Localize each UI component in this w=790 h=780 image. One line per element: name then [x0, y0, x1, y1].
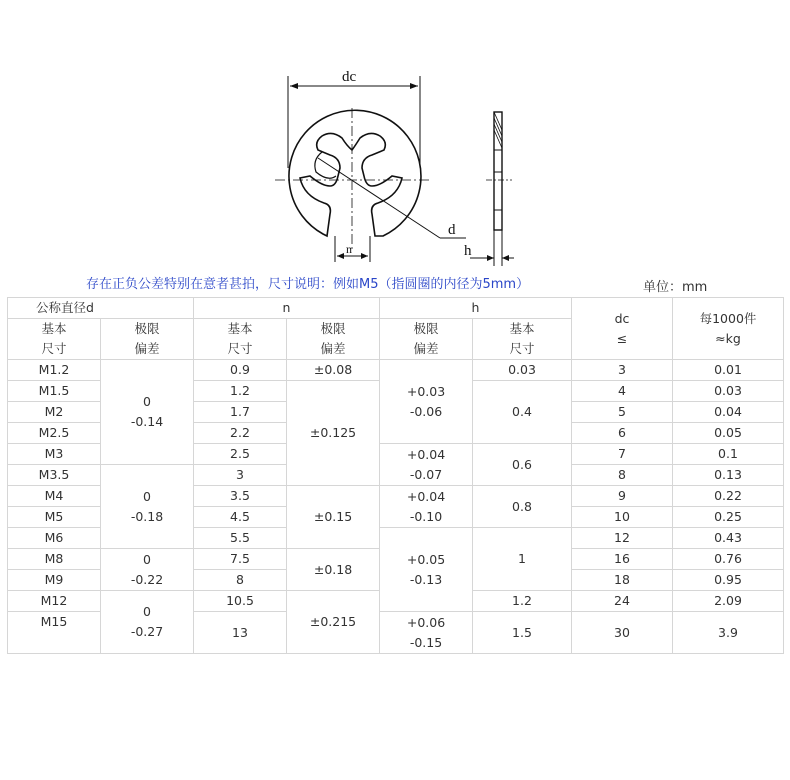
- n-basic-cell: 1.7: [194, 402, 287, 423]
- h-basic-cell: 1.2: [473, 591, 572, 612]
- weight-cell: 0.04: [673, 402, 784, 423]
- dc-cell: 18: [572, 570, 673, 591]
- d-tol-cell: 0 -0.14: [101, 360, 194, 465]
- label-h: h: [464, 243, 472, 259]
- n-basic-cell: 0.9: [194, 360, 287, 381]
- n-basic-cell: 1.2: [194, 381, 287, 402]
- size-cell: M1.2: [8, 360, 101, 381]
- size-cell: M1.5: [8, 381, 101, 402]
- h-tol-cell: +0.05 -0.13: [380, 528, 473, 612]
- d-tol-cell: 0 -0.18: [101, 465, 194, 549]
- header-d: 公称直径d: [8, 298, 194, 319]
- dc-cell: 10: [572, 507, 673, 528]
- weight-cell: 0.25: [673, 507, 784, 528]
- n-basic-cell: 7.5: [194, 549, 287, 570]
- header-h: h: [380, 298, 572, 319]
- weight-cell: 0.05: [673, 423, 784, 444]
- dc-cell: 16: [572, 549, 673, 570]
- weight-cell: 0.1: [673, 444, 784, 465]
- h-tol-cell: +0.04 -0.10: [380, 486, 473, 528]
- n-tol-cell: ±0.125: [287, 381, 380, 486]
- dc-cell: 7: [572, 444, 673, 465]
- unit-label: 单位：mm: [643, 280, 708, 295]
- weight-cell: 0.22: [673, 486, 784, 507]
- h-basic-cell: 0.8: [473, 486, 572, 528]
- weight-cell: 0.95: [673, 570, 784, 591]
- dc-cell: 4: [572, 381, 673, 402]
- size-cell: M2.5: [8, 423, 101, 444]
- n-basic-cell: 13: [194, 612, 287, 654]
- n-tol-cell: ±0.08: [287, 360, 380, 381]
- weight-cell: 0.01: [673, 360, 784, 381]
- weight-cell: 2.09: [673, 591, 784, 612]
- h-tol-cell: +0.06 -0.15: [380, 612, 473, 654]
- size-cell: M4: [8, 486, 101, 507]
- dc-cell: 6: [572, 423, 673, 444]
- size-note: 存在正负公差特别在意者甚拍，尺寸说明：例如M5（指圆圈的内径为5mm）: [86, 277, 530, 292]
- subheader-h-tol: 极限 偏差: [380, 319, 473, 360]
- weight-cell: 0.76: [673, 549, 784, 570]
- header-weight-text: 每1000件 ≈kg: [699, 310, 757, 346]
- subheader-d-basic: 基本 尺寸: [8, 319, 101, 360]
- n-basic-cell: 4.5: [194, 507, 287, 528]
- header-n: n: [194, 298, 380, 319]
- label-d: d: [448, 222, 456, 238]
- h-basic-cell: 0.4: [473, 381, 572, 444]
- h-basic-cell: 1: [473, 528, 572, 591]
- weight-cell: 0.43: [673, 528, 784, 549]
- dc-cell: 8: [572, 465, 673, 486]
- dc-cell: 9: [572, 486, 673, 507]
- label-n: n: [346, 242, 352, 256]
- n-basic-cell: 2.5: [194, 444, 287, 465]
- d-tol-cell: 0 -0.22: [101, 549, 194, 591]
- subheader-n-basic: 基本 尺寸: [194, 319, 287, 360]
- size-cell: M2: [8, 402, 101, 423]
- weight-cell: 0.13: [673, 465, 784, 486]
- dc-cell: 3: [572, 360, 673, 381]
- table-row: [8, 360, 784, 381]
- dc-cell: 5: [572, 402, 673, 423]
- weight-cell: 3.9: [673, 612, 784, 654]
- n-basic-cell: 2.2: [194, 423, 287, 444]
- h-basic-cell: 0.03: [473, 360, 572, 381]
- header-dc-text: dc ≤: [614, 310, 630, 346]
- e-clip-drawing: [0, 0, 790, 270]
- n-basic-cell: 10.5: [194, 591, 287, 612]
- d-tol-cell: 0 -0.27: [101, 591, 194, 654]
- size-cell: M9: [8, 570, 101, 591]
- label-dc: dc: [342, 69, 357, 85]
- size-cell: M12: [8, 591, 101, 612]
- dc-cell: 12: [572, 528, 673, 549]
- h-tol-cell: +0.03 -0.06: [380, 360, 473, 444]
- dc-cell: 30: [572, 612, 673, 654]
- n-basic-cell: 3: [194, 465, 287, 486]
- subheader-h-basic: 基本 尺寸: [473, 319, 572, 360]
- n-tol-cell: ±0.18: [287, 549, 380, 591]
- size-cell: M5: [8, 507, 101, 528]
- h-tol-cell: +0.04 -0.07: [380, 444, 473, 486]
- n-tol-cell: ±0.15: [287, 486, 380, 549]
- size-cell: M3.5: [8, 465, 101, 486]
- h-basic-cell: 1.5: [473, 612, 572, 654]
- subheader-n-tol: 极限 偏差: [287, 319, 380, 360]
- n-basic-cell: 3.5: [194, 486, 287, 507]
- dc-cell: 24: [572, 591, 673, 612]
- size-cell: M8: [8, 549, 101, 570]
- n-tol-cell: ±0.215: [287, 591, 380, 654]
- n-basic-cell: 5.5: [194, 528, 287, 549]
- subheader-d-tol: 极限 偏差: [101, 319, 194, 360]
- size-cell: M3: [8, 444, 101, 465]
- size-cell: M6: [8, 528, 101, 549]
- h-basic-cell: 0.6: [473, 444, 572, 486]
- header-weight: [673, 298, 784, 360]
- size-cell: M15: [8, 612, 101, 654]
- spec-table: [7, 297, 784, 654]
- n-basic-cell: 8: [194, 570, 287, 591]
- header-dc: [572, 298, 673, 360]
- weight-cell: 0.03: [673, 381, 784, 402]
